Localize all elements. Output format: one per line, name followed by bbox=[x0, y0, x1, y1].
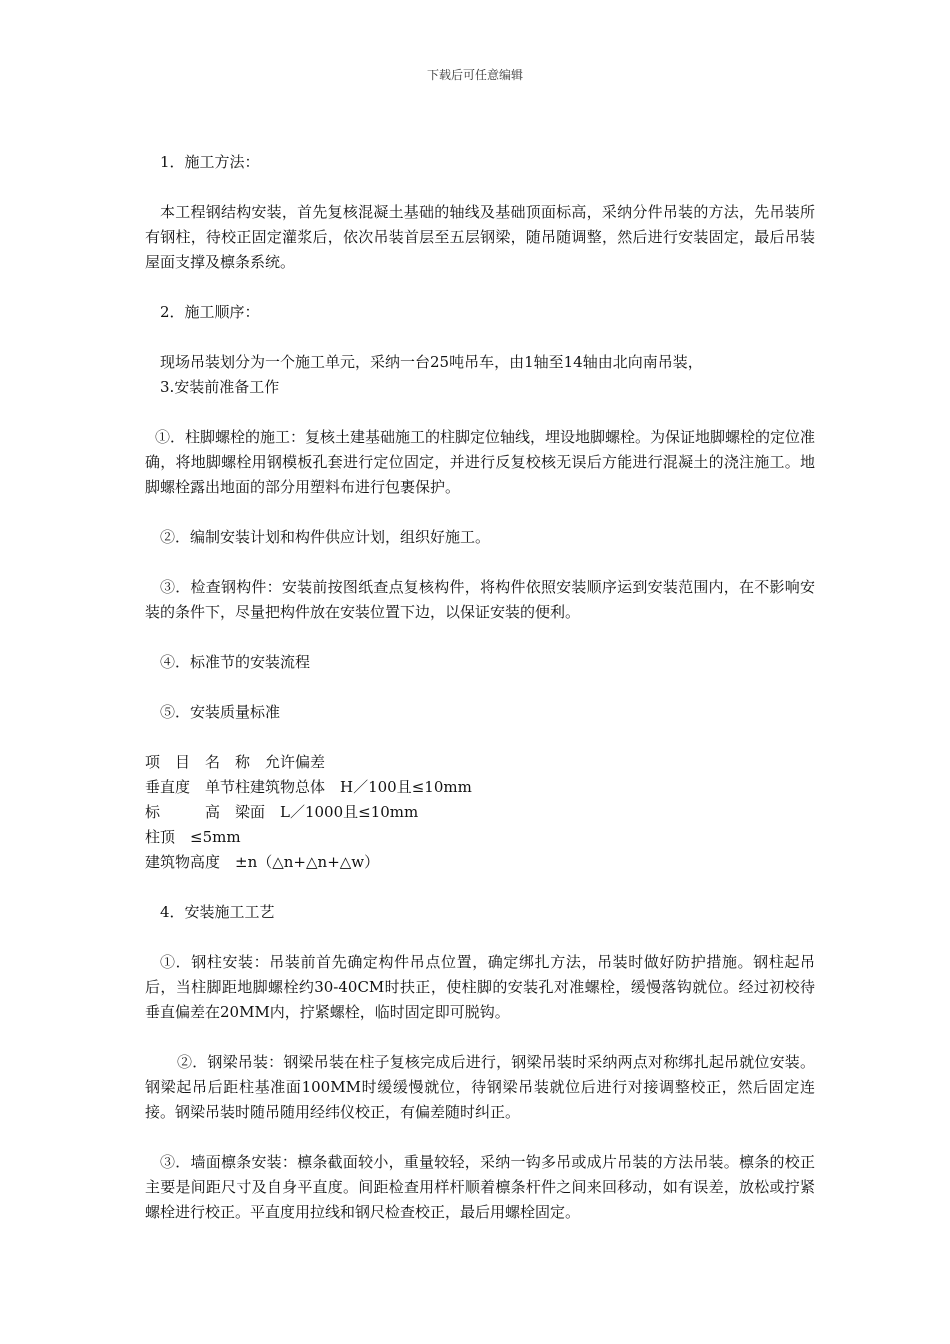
page-header-note: 下载后可任意编辑 bbox=[426, 68, 523, 82]
paragraph-construction-sequence: 现场吊装划分为一个施工单元，采纳一台25吨吊车，由1轴至14轴由北向南吊装， bbox=[160, 353, 703, 371]
item-inspect-members: ③．检查钢构件：安装前按图纸查点复核构件，将构件依照安装顺序运到安装范围内，在不影响安装的条件下，尽量把构件放在安装位置下边，以保证安装的便利。 bbox=[145, 578, 815, 621]
tolerance-table-header: 项 目 名 称 允许偏差 bbox=[145, 753, 326, 771]
tolerance-table-row: 标 高 梁面 L／1000且≤10mm bbox=[145, 803, 419, 821]
tolerance-table-row: 垂直度 单节柱建筑物总体 H／100且≤10mm bbox=[145, 778, 472, 796]
section-heading-3: 3.安装前准备工作 bbox=[160, 378, 280, 396]
section-heading-1: 1．施工方法： bbox=[160, 153, 260, 171]
item-anchor-bolts: ①．柱脚螺栓的施工：复核土建基础施工的柱脚定位轴线，埋设地脚螺栓。为保证地脚螺栓的定位准确，将地脚螺栓用钢模板孔套进行定位固定，并进行反复校核无误后方能进行混凝土的浇注施工。地脚螺栓露出地面的部分用塑料布进行包裹保护。 bbox=[145, 428, 816, 496]
item-quality-standard: ⑤．安装质量标准 bbox=[160, 703, 281, 721]
step-wall-purlin: ③．墙面檩条安装：檩条截面较小，重量较轻，采纳一钩多吊或成片吊装的方法吊装。檩条的校正主要是间距尺寸及自身平直度。间距检查用样杆顺着檩条杆件之间来回移动，如有误差，放松或拧紧螺栓进行校正。平直度用拉线和钢尺检查校正，最后用螺栓固定。 bbox=[145, 1153, 815, 1221]
item-install-plan: ②．编制安装计划和构件供应计划，组织好施工。 bbox=[160, 528, 491, 546]
step-steel-beam: ②．钢梁吊装：钢梁吊装在柱子复核完成后进行，钢梁吊装时采纳两点对称绑扎起吊就位安装。钢梁起吊后距柱基准面100MM时缓缓慢就位，待钢梁吊装就位后进行对接调整校正，然后固定连接。钢梁吊装时随吊随用经纬仪校正，有偏差随时纠正。 bbox=[145, 1053, 815, 1121]
item-standard-section-flow: ④．标准节的安装流程 bbox=[160, 653, 311, 671]
tolerance-table-row: 柱顶 ≤5mm bbox=[145, 828, 241, 846]
step-steel-column: ①．钢柱安装：吊装前首先确定构件吊点位置，确定绑扎方法，吊装时做好防护措施。钢柱起吊后，当柱脚距地脚螺栓约30-40CM时扶正，使柱脚的安装孔对准螺栓，缓慢落钩就位。经过初校待垂直偏差在20MM内，拧紧螺栓，临时固定即可脱钩。 bbox=[145, 953, 815, 1021]
paragraph-construction-method: 本工程钢结构安装，首先复核混凝土基础的轴线及基础顶面标高，采纳分件吊装的方法，先吊装所有钢柱，待校正固定灌浆后，依次吊装首层至五层钢梁，随吊随调整，然后进行安装固定，最后吊装屋面支撑及檩条系统。 bbox=[145, 203, 815, 271]
document-body bbox=[145, 150, 815, 1225]
tolerance-table-row: 建筑物高度 ±n（△n+△n+△w） bbox=[145, 853, 380, 871]
section-heading-2: 2．施工顺序： bbox=[160, 303, 260, 321]
section-heading-4: 4．安装施工工艺 bbox=[160, 903, 275, 921]
